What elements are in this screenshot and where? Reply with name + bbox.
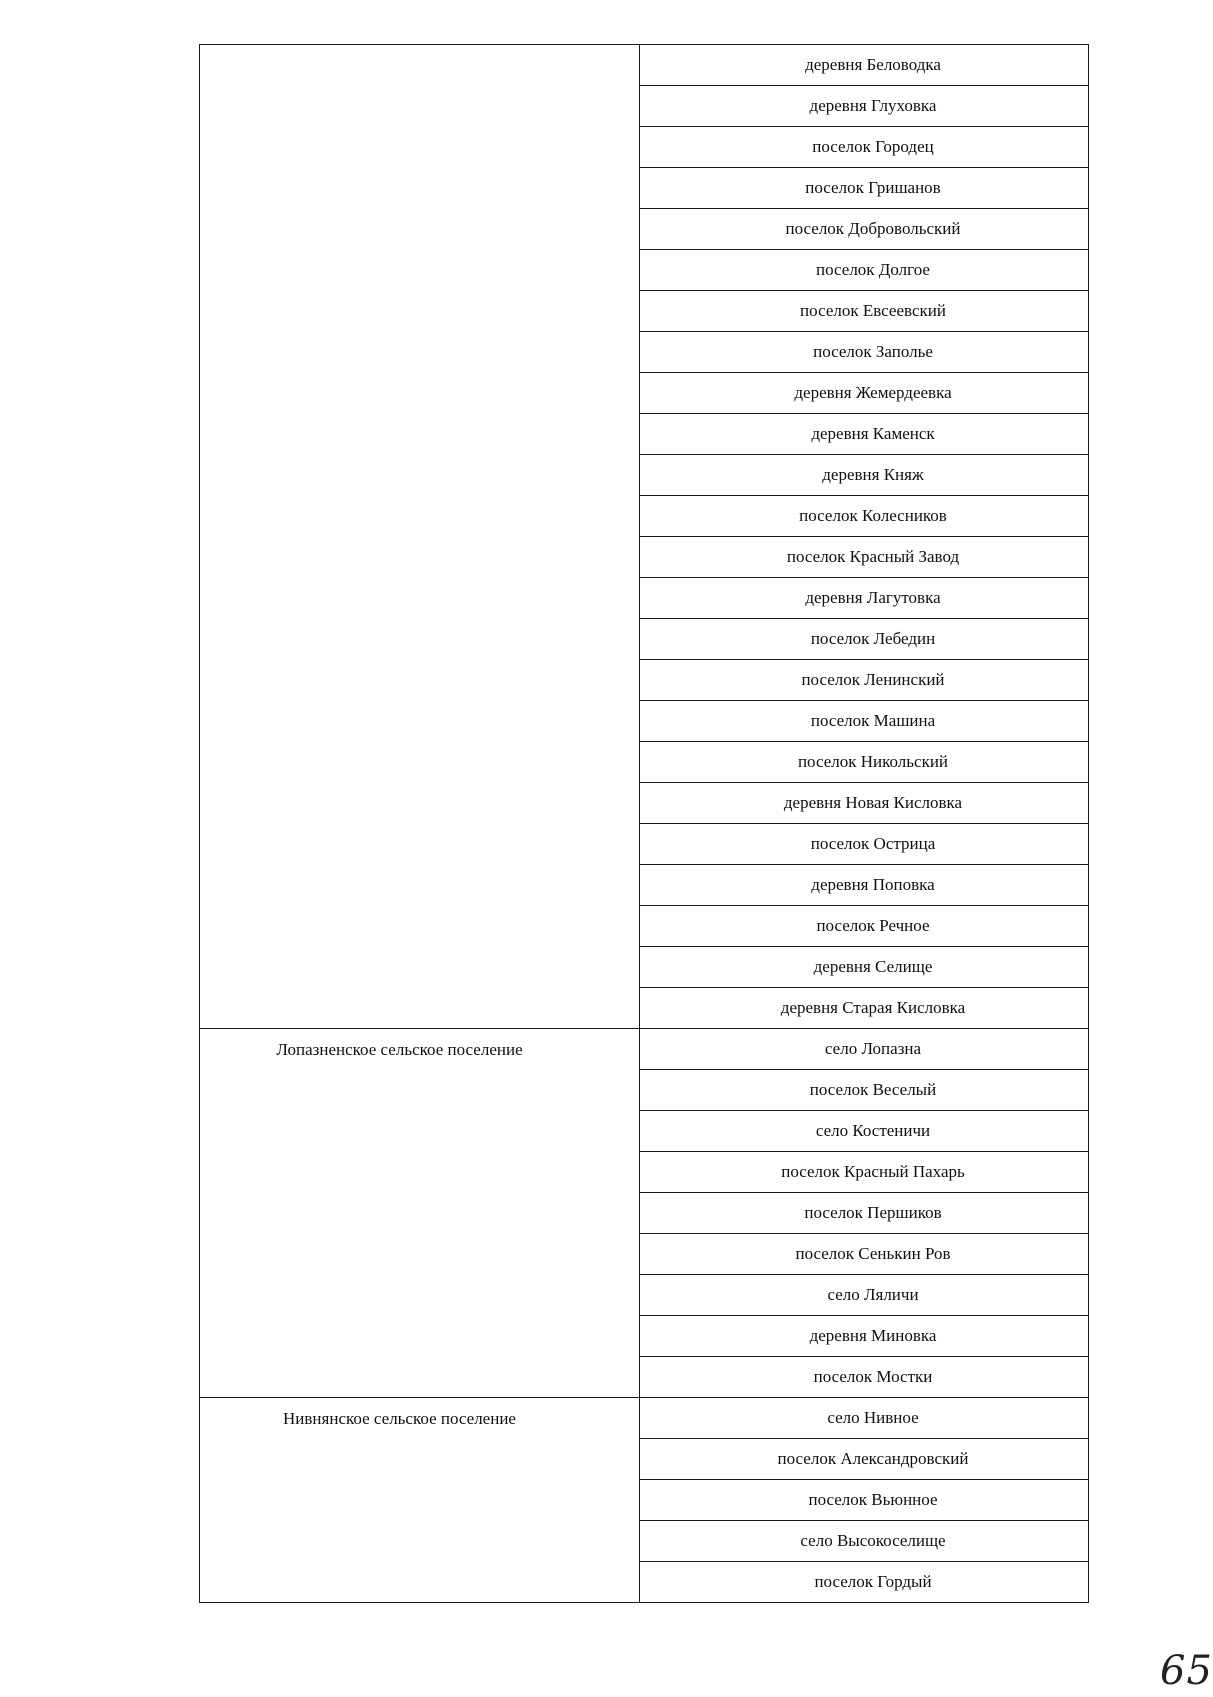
locality-name-cell: поселок Никольский [640, 742, 1089, 783]
locality-name-cell: поселок Александровский [640, 1439, 1089, 1480]
locality-name-cell: поселок Острица [640, 824, 1089, 865]
table-row [200, 1029, 1089, 1070]
locality-name-cell: село Ляличи [640, 1275, 1089, 1316]
locality-name-cell: поселок Красный Пахарь [640, 1152, 1089, 1193]
table-row [200, 1398, 1089, 1439]
locality-name-cell: поселок Ленинский [640, 660, 1089, 701]
locality-name-cell: деревня Старая Кисловка [640, 988, 1089, 1029]
locality-name-cell: деревня Миновка [640, 1316, 1089, 1357]
locality-name-cell: поселок Колесников [640, 496, 1089, 537]
locality-name-cell: поселок Гордый [640, 1562, 1089, 1603]
locality-name-cell: деревня Новая Кисловка [640, 783, 1089, 824]
locality-name-cell: поселок Красный Завод [640, 537, 1089, 578]
table-body [200, 45, 1089, 1603]
locality-name-cell: деревня Княж [640, 455, 1089, 496]
locality-name-cell: поселок Долгое [640, 250, 1089, 291]
locality-name-cell: поселок Сенькин Ров [640, 1234, 1089, 1275]
table-row [200, 45, 1089, 86]
locality-name-cell: поселок Мостки [640, 1357, 1089, 1398]
locality-name-cell: поселок Гришанов [640, 168, 1089, 209]
locality-name-cell: деревня Беловодка [640, 45, 1089, 86]
settlements-table [199, 44, 1089, 1603]
locality-name-cell: поселок Веселый [640, 1070, 1089, 1111]
locality-name-cell: поселок Машина [640, 701, 1089, 742]
locality-name-cell: деревня Лагутовка [640, 578, 1089, 619]
locality-name-cell: поселок Евсеевский [640, 291, 1089, 332]
locality-name-cell: поселок Першиков [640, 1193, 1089, 1234]
settlement-name-cell: Нивнянское сельское поселение [200, 1398, 640, 1603]
locality-name-cell: село Костеничи [640, 1111, 1089, 1152]
locality-name-cell: поселок Добровольский [640, 209, 1089, 250]
locality-name-cell: поселок Вьюнное [640, 1480, 1089, 1521]
locality-name-cell: поселок Речное [640, 906, 1089, 947]
locality-name-cell: село Нивное [640, 1398, 1089, 1439]
locality-name-cell: поселок Городец [640, 127, 1089, 168]
locality-name-cell: село Лопазна [640, 1029, 1089, 1070]
locality-name-cell: деревня Поповка [640, 865, 1089, 906]
locality-name-cell: село Высокоселище [640, 1521, 1089, 1562]
locality-name-cell: деревня Глуховка [640, 86, 1089, 127]
locality-name-cell: деревня Жемердеевка [640, 373, 1089, 414]
locality-name-cell: поселок Заполье [640, 332, 1089, 373]
settlement-name-cell [200, 45, 640, 1029]
locality-name-cell: деревня Каменск [640, 414, 1089, 455]
locality-name-cell: деревня Селище [640, 947, 1089, 988]
settlement-name-cell: Лопазненское сельское поселение [200, 1029, 640, 1398]
locality-name-cell: поселок Лебедин [640, 619, 1089, 660]
page-number: 65 [1160, 1648, 1213, 1694]
